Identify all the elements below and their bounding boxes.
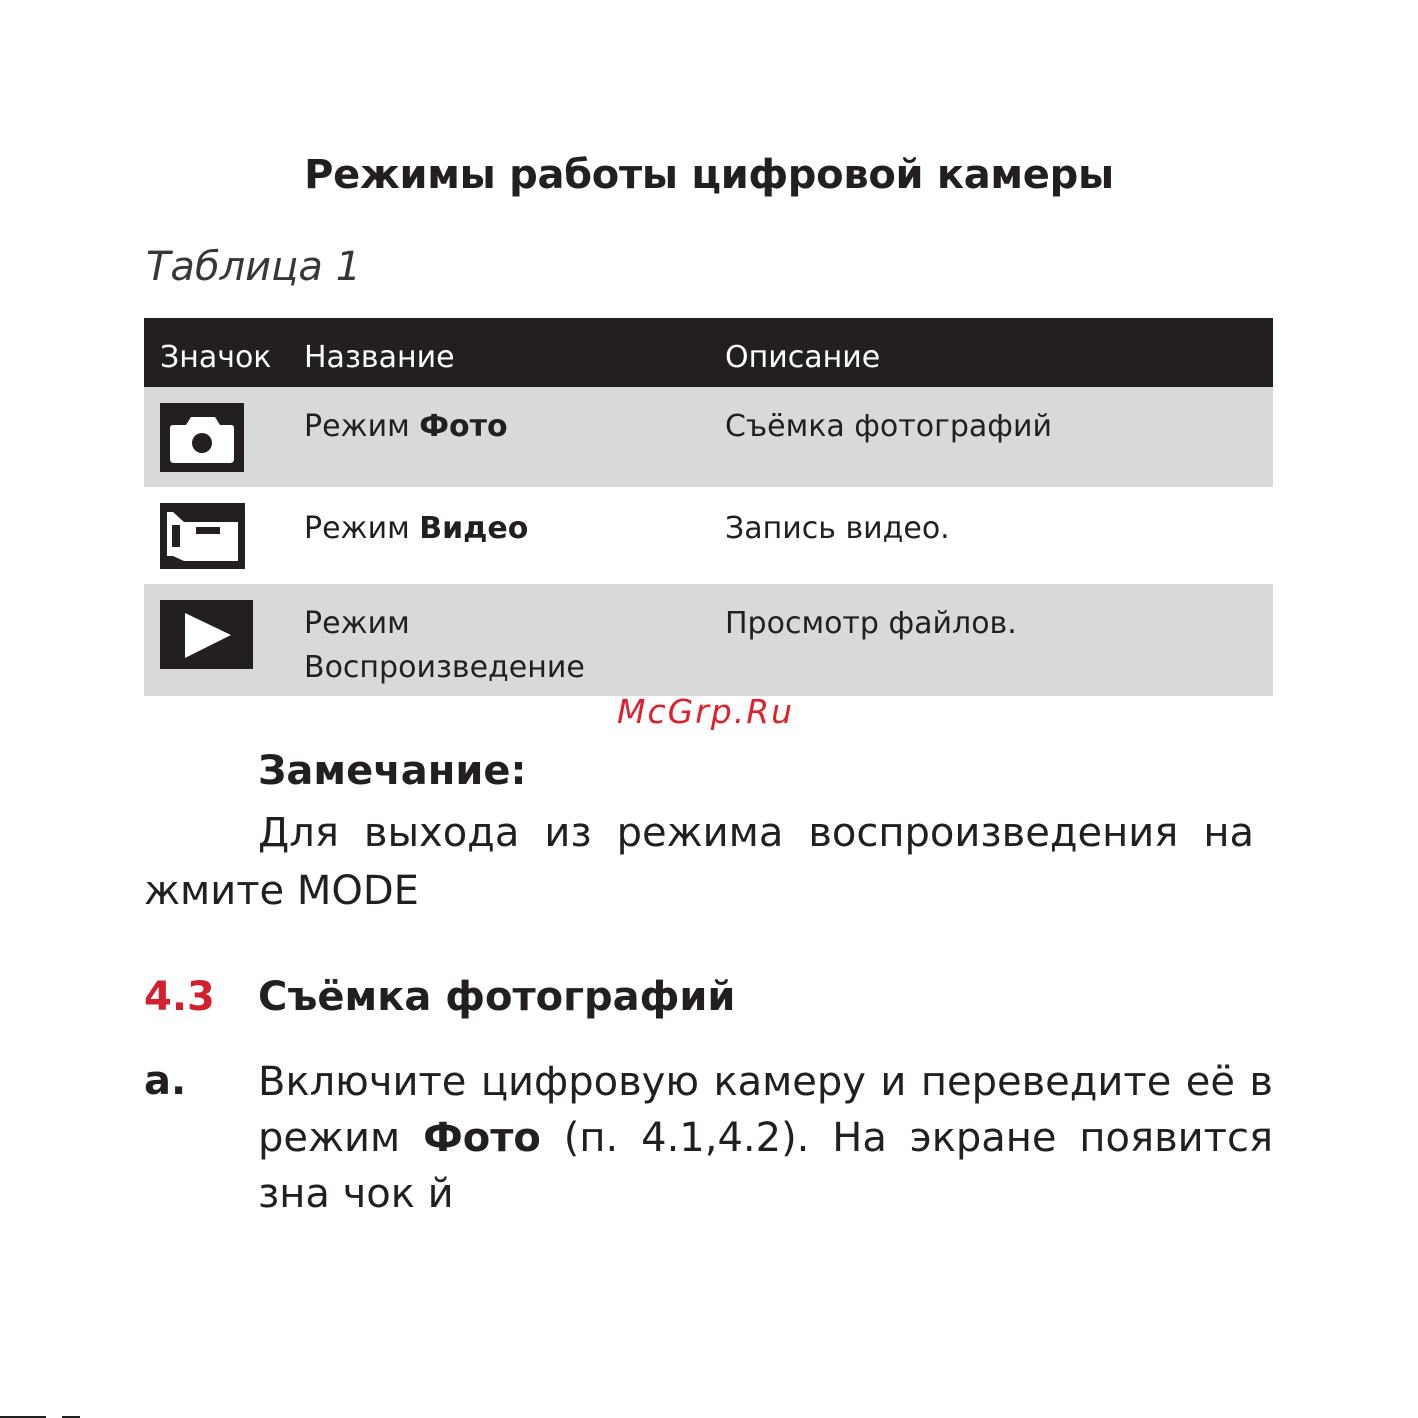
table-row xyxy=(144,584,1273,696)
header-name: Название xyxy=(304,340,455,375)
mode-name: Режим Фото xyxy=(304,409,508,444)
mode-description: Запись видео. xyxy=(725,511,950,546)
video-camera-icon xyxy=(160,503,245,569)
header-description: Описание xyxy=(725,340,881,375)
mode-name: Режим Видео xyxy=(304,511,529,546)
mode-description: Съёмка фотографий xyxy=(725,409,1052,444)
watermark: McGrp.Ru xyxy=(617,692,795,731)
table-caption: Таблица 1 xyxy=(146,244,362,290)
table-row xyxy=(144,387,1273,487)
page-heading: Режимы работы цифровой камеры xyxy=(304,152,1114,198)
step-label: а. xyxy=(144,1058,187,1104)
mode-description: Просмотр файлов. xyxy=(725,606,1017,641)
mode-name: Режим Воспроизведение xyxy=(304,606,585,685)
note-text: Для выхода из режима воспроизведения на жмите MODE xyxy=(144,810,1254,914)
section-title: Съёмка фотографий xyxy=(258,974,736,1020)
modes-table xyxy=(144,318,1273,696)
section-number: 4.3 xyxy=(144,974,215,1020)
table-header xyxy=(144,318,1273,387)
note-title: Замечание: xyxy=(258,748,527,794)
play-icon xyxy=(160,600,253,669)
table-row xyxy=(144,487,1273,584)
step-text: Включите цифровую камеру и переведите её в режим Фото (п. 4.1,4.2). На экране появится зна чок й xyxy=(258,1059,1274,1217)
camera-icon xyxy=(160,403,244,472)
header-icon: Значок xyxy=(160,340,272,375)
